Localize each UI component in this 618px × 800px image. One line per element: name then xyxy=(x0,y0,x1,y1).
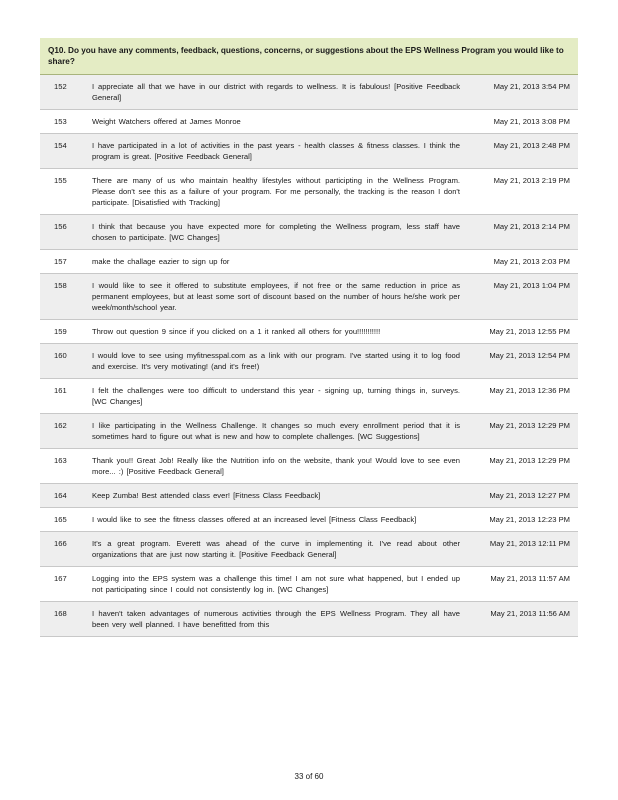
question-header: Q10. Do you have any comments, feedback, questions, concerns, or suggestions about the EPS Wellness Program you would like to share? xyxy=(40,38,578,75)
response-number: 152 xyxy=(54,82,67,91)
survey-table xyxy=(40,38,578,637)
response-text: I appreciate all that we have in our district with regards to wellness. It is fabulous! [Positive Feedback General] xyxy=(92,82,460,102)
response-row xyxy=(40,75,578,110)
response-date: May 21, 2013 12:29 PM xyxy=(489,421,570,430)
response-number: 158 xyxy=(54,281,67,290)
response-list xyxy=(40,75,578,637)
response-date: May 21, 2013 12:36 PM xyxy=(489,386,570,395)
response-text: make the challage eazier to sign up for xyxy=(92,257,230,266)
response-date: May 21, 2013 12:55 PM xyxy=(489,327,570,336)
response-date: May 21, 2013 1:04 PM xyxy=(493,281,570,290)
response-number: 156 xyxy=(54,222,67,231)
response-number: 153 xyxy=(54,117,67,126)
response-number: 163 xyxy=(54,456,67,465)
response-row xyxy=(40,449,578,484)
response-date: May 21, 2013 2:48 PM xyxy=(493,141,570,150)
page-number: 33 of 60 xyxy=(294,772,324,781)
response-text: Throw out question 9 since if you clicked on a 1 it ranked all others for you!!!!!!!!!!! xyxy=(92,327,381,336)
response-date: May 21, 2013 2:03 PM xyxy=(493,257,570,266)
response-number: 168 xyxy=(54,609,67,618)
response-text: I have participated in a lot of activities in the past years - health classes & fitness classes. I think the program is great. [Positive Feedback General] xyxy=(92,141,460,161)
response-number: 154 xyxy=(54,141,67,150)
response-row xyxy=(40,274,578,320)
response-text: I would love to see using myfitnesspal.com as a link with our program. I've started using it to log food and exercise. It's very motivating! (and it's free!) xyxy=(92,351,460,371)
response-number: 161 xyxy=(54,386,67,395)
response-row xyxy=(40,567,578,602)
response-number: 167 xyxy=(54,574,67,583)
response-text: Keep Zumba! Best attended class ever! [Fitness Class Feedback] xyxy=(92,491,321,500)
response-date: May 21, 2013 2:14 PM xyxy=(493,222,570,231)
response-date: May 21, 2013 12:23 PM xyxy=(489,515,570,524)
response-row xyxy=(40,344,578,379)
response-text: Thank you!! Great Job! Really like the Nutrition info on the website, thank you! Would love to see even more... :) [Positive Feedback General] xyxy=(92,456,460,476)
response-date: May 21, 2013 11:57 AM xyxy=(490,574,570,583)
response-date: May 21, 2013 12:29 PM xyxy=(489,456,570,465)
response-number: 157 xyxy=(54,257,67,266)
response-date: May 21, 2013 11:56 AM xyxy=(490,609,570,618)
response-text: I like participating in the Wellness Challenge. It changes so much every enrollment period that it is sometimes hard to figure out what is new and how to complete challenges. [WC Suggestions] xyxy=(92,421,460,441)
response-text: I haven't taken advantages of numerous activities through the EPS Wellness Program. They all have been very well planned. I have benefitted from this xyxy=(92,609,460,629)
response-row xyxy=(40,134,578,169)
response-row xyxy=(40,379,578,414)
response-number: 160 xyxy=(54,351,67,360)
response-row xyxy=(40,484,578,508)
response-row xyxy=(40,169,578,215)
response-date: May 21, 2013 12:54 PM xyxy=(489,351,570,360)
response-date: May 21, 2013 12:11 PM xyxy=(489,539,570,548)
response-date: May 21, 2013 2:19 PM xyxy=(493,176,570,185)
response-date: May 21, 2013 12:27 PM xyxy=(489,491,570,500)
response-date: May 21, 2013 3:54 PM xyxy=(493,82,570,91)
response-row xyxy=(40,320,578,344)
response-number: 155 xyxy=(54,176,67,185)
response-text: There are many of us who maintain healthy lifestyles without participting in the Wellness Program. Please don't see this as a failure of your program. For me personally, the tracking is the reason I don't participate. [Disatisfied with Tracking] xyxy=(92,176,460,207)
response-text: It's a great program. Everett was ahead of the curve in implementing it. I've read about other organizations that are just now starting it. [Positive Feedback General] xyxy=(92,539,460,559)
response-row xyxy=(40,414,578,449)
response-text: I would like to see it offered to substitute employees, if not free or the same reduction in price as permanent employees, but at least some sort of discount based on the number of hours he/she work per week/month/school year. xyxy=(92,281,460,312)
response-text: I would like to see the fitness classes offered at an increased level [Fitness Class Feedback] xyxy=(92,515,417,524)
response-text: Logging into the EPS system was a challenge this time! I am not sure what happened, but I ended up not participating since I could not consistently log in. [WC Changes] xyxy=(92,574,460,594)
response-row xyxy=(40,508,578,532)
response-number: 159 xyxy=(54,327,67,336)
response-row xyxy=(40,215,578,250)
response-number: 162 xyxy=(54,421,67,430)
response-row xyxy=(40,532,578,567)
response-text: I think that because you have expected more for completing the Wellness program, less staff have chosen to participate. [WC Changes] xyxy=(92,222,460,242)
response-date: May 21, 2013 3:08 PM xyxy=(493,117,570,126)
response-row xyxy=(40,602,578,637)
response-text: I felt the challenges were too difficult to understand this year - signing up, turning things in, surveys. [WC Changes] xyxy=(92,386,460,406)
response-number: 165 xyxy=(54,515,67,524)
response-text: Weight Watchers offered at James Monroe xyxy=(92,117,241,126)
response-row xyxy=(40,250,578,274)
response-number: 164 xyxy=(54,491,67,500)
response-row xyxy=(40,110,578,134)
response-number: 166 xyxy=(54,539,67,548)
